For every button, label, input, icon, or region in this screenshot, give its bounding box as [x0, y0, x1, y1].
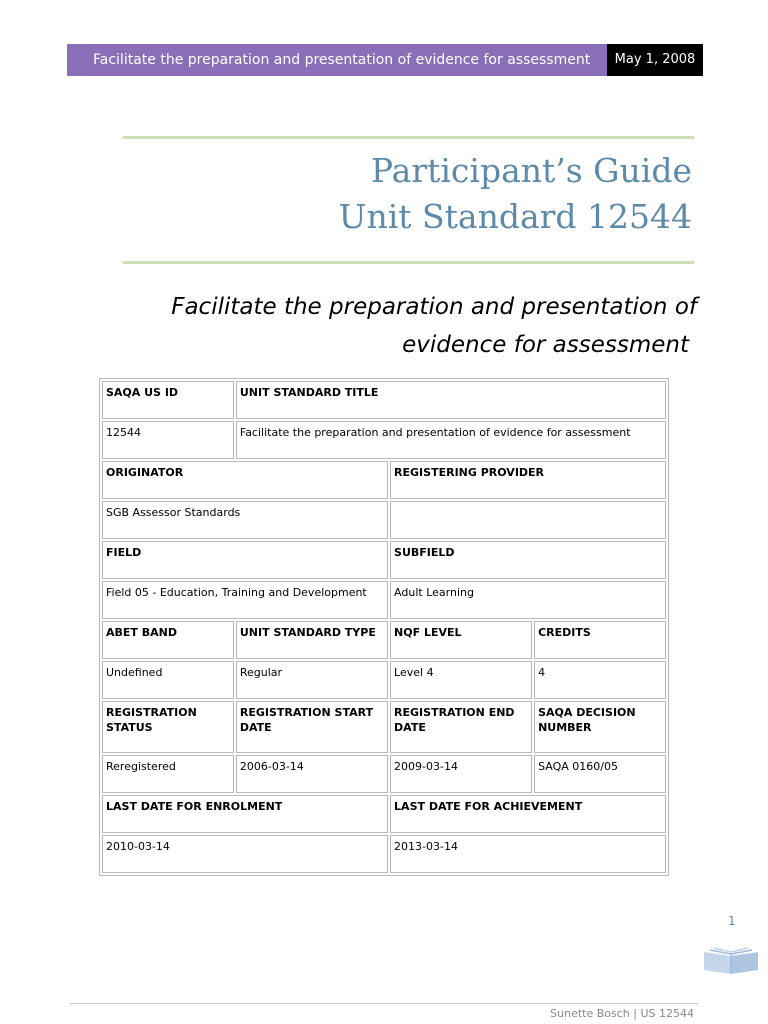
table-row: [102, 755, 666, 793]
abet-band-label: ABET BAND: [102, 621, 234, 659]
header-title: Facilitate the preparation and presentation of evidence for assessment: [67, 44, 607, 76]
credits-value: 4: [534, 661, 666, 699]
credits-label: CREDITS: [534, 621, 666, 659]
subfield-value: Adult Learning: [390, 581, 666, 619]
registration-end-date-value: 2009-03-14: [390, 755, 532, 793]
subtitle-line1: Facilitate the preparation and presentation of: [171, 294, 697, 320]
last-date-achievement-label: LAST DATE FOR ACHIEVEMENT: [390, 795, 666, 833]
registration-start-date-label: REGISTRATION START DATE: [236, 701, 388, 753]
nqf-level-label: NQF LEVEL: [390, 621, 532, 659]
registering-provider-value: [390, 501, 666, 539]
subfield-label: SUBFIELD: [390, 541, 666, 579]
last-date-enrolment-label: LAST DATE FOR ENROLMENT: [102, 795, 388, 833]
table-row: [102, 661, 666, 699]
registration-status-value: Reregistered: [102, 755, 234, 793]
table-row: [102, 461, 666, 499]
table-row: [102, 501, 666, 539]
book-pages-icon: [702, 946, 760, 976]
field-label: FIELD: [102, 541, 388, 579]
table-row: [102, 795, 666, 833]
unit-standard-type-label: UNIT STANDARD TYPE: [236, 621, 388, 659]
unit-standard-title-label: UNIT STANDARD TITLE: [236, 381, 666, 419]
saqa-us-id-value: 12544: [102, 421, 234, 459]
last-date-enrolment-value: 2010-03-14: [102, 835, 388, 873]
saqa-decision-number-value: SAQA 0160/05: [534, 755, 666, 793]
originator-label: ORIGINATOR: [102, 461, 388, 499]
originator-value: SGB Assessor Standards: [102, 501, 388, 539]
registration-start-date-value: 2006-03-14: [236, 755, 388, 793]
header-date: May 1, 2008: [607, 44, 703, 76]
footer-text: Sunette Bosch | US 12544: [550, 1007, 694, 1020]
title-bottom-rule: [123, 261, 694, 264]
subtitle-line2: evidence for assessment: [402, 332, 689, 358]
table-row: [102, 621, 666, 659]
registering-provider-label: REGISTERING PROVIDER: [390, 461, 666, 499]
saqa-decision-number-label: SAQA DECISION NUMBER: [534, 701, 666, 753]
table-row: [102, 381, 666, 419]
registration-end-date-label: REGISTRATION END DATE: [390, 701, 532, 753]
table-row: [102, 835, 666, 873]
document-subtitle: [80, 288, 697, 364]
guide-title-line2: Unit Standard 12544: [338, 197, 692, 236]
registration-status-label: REGISTRATION STATUS: [102, 701, 234, 753]
abet-band-value: Undefined: [102, 661, 234, 699]
page-number: 1: [728, 914, 736, 928]
saqa-us-id-label: SAQA US ID: [102, 381, 234, 419]
unit-standard-info-table: [99, 378, 669, 876]
title-top-rule: [123, 136, 694, 139]
guide-title-line1: Participant’s Guide: [370, 151, 692, 190]
table-row: [102, 541, 666, 579]
table-row: [102, 701, 666, 753]
unit-standard-type-value: Regular: [236, 661, 388, 699]
guide-title: [339, 148, 692, 240]
field-value: Field 05 - Education, Training and Development: [102, 581, 388, 619]
table-row: [102, 421, 666, 459]
nqf-level-value: Level 4: [390, 661, 532, 699]
table-row: [102, 581, 666, 619]
footer-rule: [70, 1003, 698, 1004]
last-date-achievement-value: 2013-03-14: [390, 835, 666, 873]
unit-standard-title-value: Facilitate the preparation and presentation of evidence for assessment: [236, 421, 666, 459]
